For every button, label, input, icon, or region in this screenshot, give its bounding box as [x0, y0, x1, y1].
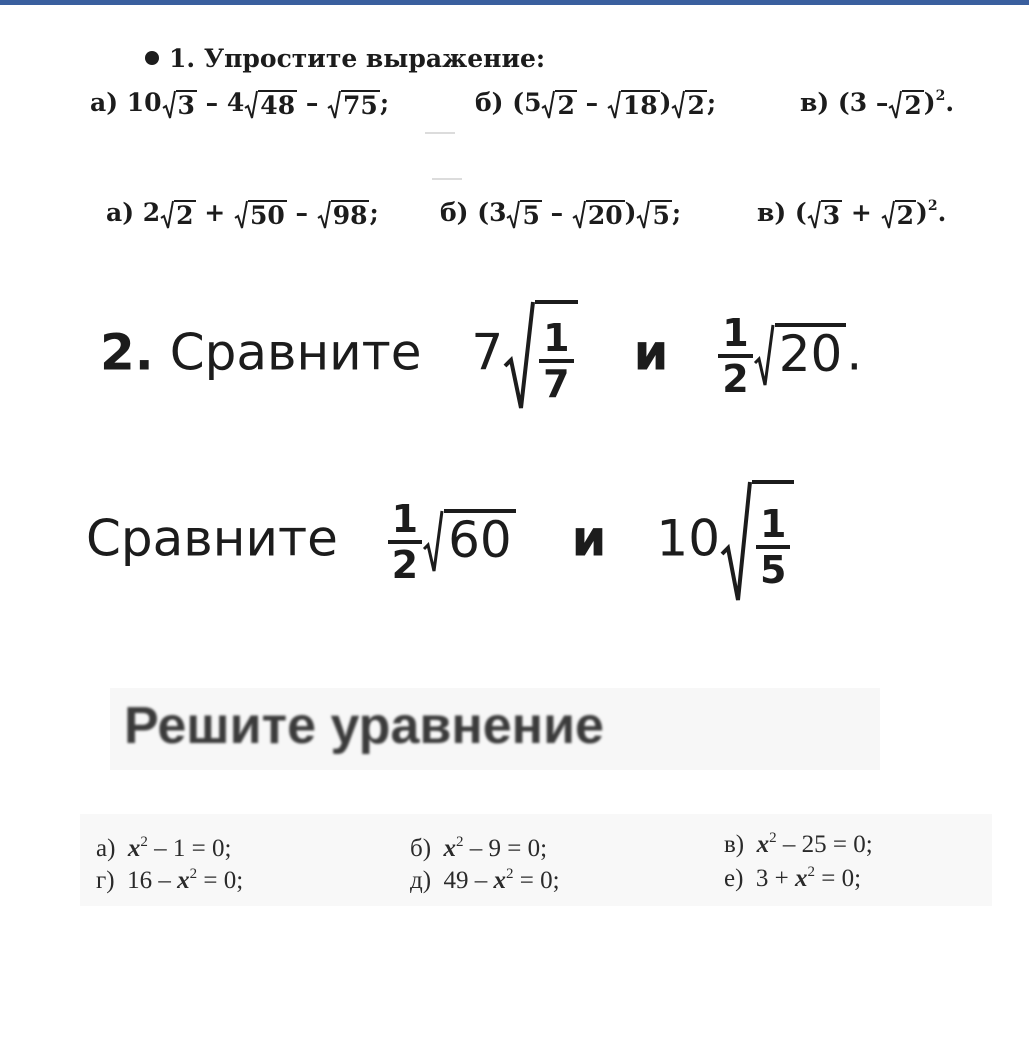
equation-f: е) $3 + x^2 = 0$;	[724, 864, 862, 892]
item-label: б)	[475, 88, 504, 117]
sqrt: 2	[881, 200, 916, 230]
item-label: а)	[90, 88, 119, 117]
sqrt: 75	[327, 90, 380, 120]
task1-row1-c: в) (3 – 2 )$^2$.	[800, 88, 955, 120]
sqrt: 3	[807, 200, 842, 230]
task4-equations	[80, 814, 992, 906]
scan-mark	[432, 178, 462, 180]
task3-word: Сравните	[86, 509, 338, 568]
coef: 10	[126, 88, 162, 117]
sqrt: 50	[234, 200, 287, 230]
task3: Сравните $\frac{1}{2}$ 60 и 10 $\frac{1}{5}$	[86, 480, 794, 604]
sqrt: 2	[888, 90, 923, 120]
task1-title	[145, 44, 545, 73]
sqrt: 20	[753, 323, 847, 389]
sqrt: 20	[572, 200, 625, 230]
fraction: $\frac{1}{5}$	[756, 505, 790, 589]
equation-e: д) $49 - x^2 = 0$;	[410, 866, 560, 894]
item-label: а)	[106, 198, 135, 227]
task2-number: 2.	[100, 323, 154, 382]
equation-c: в) $x^2 - 25 = 0$;	[724, 830, 873, 858]
task4-heading-image	[110, 688, 880, 770]
item-label: в)	[757, 198, 787, 227]
task1-row2-a: а) 2 2 + 50 – 98 ;	[106, 198, 379, 230]
scan-mark	[425, 132, 455, 134]
equation-d: г) $16 - x^2 = 0$;	[96, 866, 244, 894]
item-label: в)	[800, 88, 830, 117]
task2: 2. Сравните 7 $\frac{1}{7}$ и $\frac{1}{2}$ 20 .	[100, 300, 862, 412]
task4-heading: Решите уравнение	[124, 697, 604, 755]
fraction: $\frac{1}{7}$	[539, 319, 573, 403]
sqrt: 2	[160, 200, 195, 230]
task2-word: Сравните	[169, 323, 422, 382]
equation-b: б) $x^2 - 9 = 0$;	[410, 834, 548, 862]
task1-number: 1.	[169, 44, 196, 73]
task1-row2-b: б) (3 5 – 20 ) 5 ;	[440, 198, 682, 230]
sqrt: 5	[506, 200, 541, 230]
item-label: б)	[440, 198, 469, 227]
sqrt: 60	[422, 509, 516, 575]
sqrt: 2	[671, 90, 706, 120]
task1-row1-a: а) 10 3 – 4 48 – 75 ;	[90, 88, 390, 120]
fraction: $\frac{1}{2}$	[718, 314, 752, 398]
fraction: $\frac{1}{2}$	[388, 500, 422, 584]
equation-a: а) $x^2 - 1 = 0$;	[96, 834, 232, 862]
sqrt: 98	[317, 200, 370, 230]
task1-row2-c: в) ( 3 + 2 )$^2$.	[757, 198, 947, 230]
sqrt	[720, 480, 794, 604]
sqrt: 2	[541, 90, 576, 120]
sqrt: 18	[607, 90, 660, 120]
sqrt: 5	[636, 200, 671, 230]
task1-title-text: Упростите выражение:	[203, 44, 546, 73]
top-accent-bar	[0, 0, 1029, 5]
task1-row1-b: б) (5 2 – 18 ) 2 ;	[475, 88, 717, 120]
sqrt: 3	[162, 90, 197, 120]
sqrt: 48	[244, 90, 297, 120]
sqrt	[503, 300, 577, 412]
bullet-icon	[145, 51, 159, 65]
